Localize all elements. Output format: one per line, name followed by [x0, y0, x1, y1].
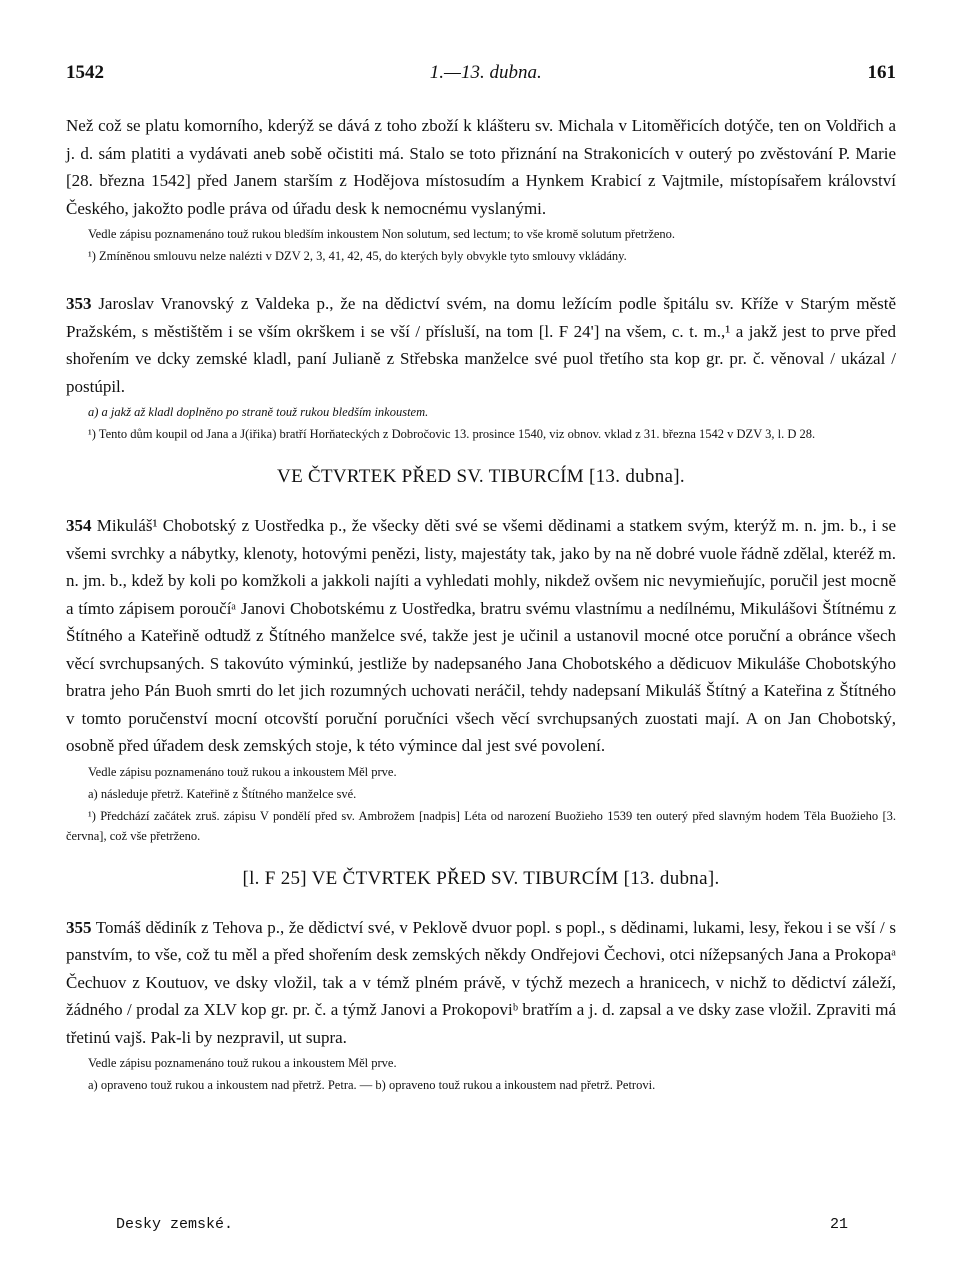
- section-heading: VE ČTVRTEK PŘED SV. TIBURCÍM [13. dubna].: [277, 466, 685, 487]
- page: [66, 62, 896, 1095]
- entry-text: Mikuláš¹ Chobotský z Uostředka p., že všecky děti své se všemi dědinami a statkem svým, kterýž m. n. jm. b., i se všemi svrchky a nábytky, klenoty, hotovými penězi, listy, majestáty tak, jako by na ně dobré vuole řádně zdělal, kteréž m. n. jm. b., kdež by koli po komžkoli a jakkoli najíti a vyhledati mohly, nikdež ovšem nic nevymieňujíc, poručil jest mocně a tímto zápisem poroučíᵃ Janovi Chobotskému z Uostředka, bratru svému vlastnímu a nedílnému, Mikulášovi Štítnému z Štítného a Kateřině odtudž z Štítného manželce své, takže jest je učinil a ustanovil mocné otce poruční a obránce všech věcí svrchupsaných. S takovúto výminkú, jestliže by nadepsaného Jana Chobotského a dědicuov Mikuláše Chobotskýho bratra jeho Pán Buoh smrti do let jich rozumných uchovati neráčil, tehdy nadepsaní Mikuláš Štítný a Kateřina z Štítného v tomto poručenství mocní otcovští poruční poručníci všech věcí svrchupsaných zuostati mají. A on Jan Chobotský, osobně před úřadem desk zemských stoje, k této výmince dal jest své povolení.: [66, 516, 896, 755]
- page-footer: [116, 1216, 848, 1233]
- entry-355: [66, 914, 896, 1052]
- entry-number: 353: [66, 294, 92, 313]
- intro-paragraph: Než což se platu komorního, kderýž se dává z toho zboží k klášteru sv. Michala v Litoměřicích dotýče, ten on Voldřich a j. d. sám platiti a vydávati aneb sobě očistiti má. Stalo se toto přiznání na Strakonicích v outerý po zvěstování P. Marie [28. března 1542] před Janem starším z Hodějova místosudím a Hynkem Krabicí z Vajtmile, místopísařem království Českého, jakožto podle práva od úřadu desk k nemocnému vyslanými.: [66, 116, 896, 218]
- footer-title: Desky zemské.: [116, 1216, 234, 1233]
- entry-353-footnote: ¹) Tento dům koupil od Jana a J(iřika) bratří Horňateckých z Dobročovic 13. prosince 1540, viz obnov. vklad z 31. března 1542 v DZV 3, l. D 28.: [88, 427, 816, 441]
- section-heading: [l. F 25] VE ČTVRTEK PŘED SV. TIBURCÍM [13. dubna].: [242, 867, 720, 889]
- entry-353: [66, 290, 896, 400]
- entry-text: Jaroslav Vranovský z Valdeka p., že na dědictví svém, na domu ležícím podle špitálu sv. Kříže v Starým městě Pražském, s městištěm i se vším okrškem i se vší / přísluší, na tom [l. F 24'] na všem, c. t. m.,¹ a jakž jest to prve před shořením ve dcky zemské kladl, paní Julianě z Střebska manželce své puol třetího sta kop gr. pr. č. věnoval / ukázal / postúpil.: [66, 294, 897, 396]
- entry-355-notes: a) opraveno touž rukou a inkoustem nad přetrž. Petra. — b) opraveno touž rukou a inkoustem nad přetrž. Petrovi.: [88, 1078, 656, 1092]
- entry-355-margin-note: Vedle zápisu poznamenáno touž rukou a inkoustem Měl prve.: [88, 1056, 397, 1070]
- intro-note: Vedle zápisu poznamenáno touž rukou bledším inkoustem Non solutum, sed lectum; to vše kromě solutum přetrženo.: [88, 227, 676, 241]
- entry-353-note-a: a) a jakž až kladl doplněno po straně touž rukou bledším inkoustem.: [88, 405, 429, 419]
- header-date: 1.—13. dubna.: [429, 62, 542, 83]
- entry-354-note-a: a) následuje přetrž. Kateřině z Štítného manželce své.: [88, 786, 357, 801]
- entry-text: Tomáš dědiník z Tehova p., že dědictví své, v Peklově dvuor popl. s popl., s dědinami, lukami, lesy, řekou i se vší / s panstvím, to vše, což tu měl a před shořením desk zemských někdy Ondřejovi Čechovi, otci nížepsaných Jana a Prokopaᵃ Čechuov z Koutuov, ve dsky vložil, tak a v témž plném právě, v týchž mezech a hranicech, v nichž to dědictví záleží, žádného / prodal za XLV kop gr. pr. č. a týmž Janovi a Prokopoviᵇ bratřím a j. d. zapsal a ve dsky zase vložil. Zpraviti má třetinú vajš. Pak-li by nezpravil, ut supra.: [66, 917, 896, 1047]
- running-header: [66, 62, 896, 92]
- intro-footnote: ¹) Zmíněnou smlouvu nelze nalézti v DZV 2, 3, 41, 42, 45, do kterých byly obvykle tyto smlouvy vkládány.: [88, 249, 627, 263]
- entry-354-margin-note: Vedle zápisu poznamenáno touž rukou a inkoustem Měl prve.: [88, 764, 397, 779]
- entry-354: [66, 512, 896, 760]
- entry-number: 354: [66, 516, 92, 535]
- footer-signature: 21: [829, 1216, 848, 1233]
- header-year: 1542: [66, 62, 104, 83]
- entry-number: 355: [66, 917, 92, 937]
- entry-354-footnote: ¹) Předchází začátek zruš. zápisu V pondělí před sv. Ambrožem [nadpis] Léta od narození Buožieho 1539 ten outerý před slavným hodem Těla Buožieho [3. června], což vše přetrženo.: [66, 808, 896, 843]
- page-number: 161: [867, 62, 896, 83]
